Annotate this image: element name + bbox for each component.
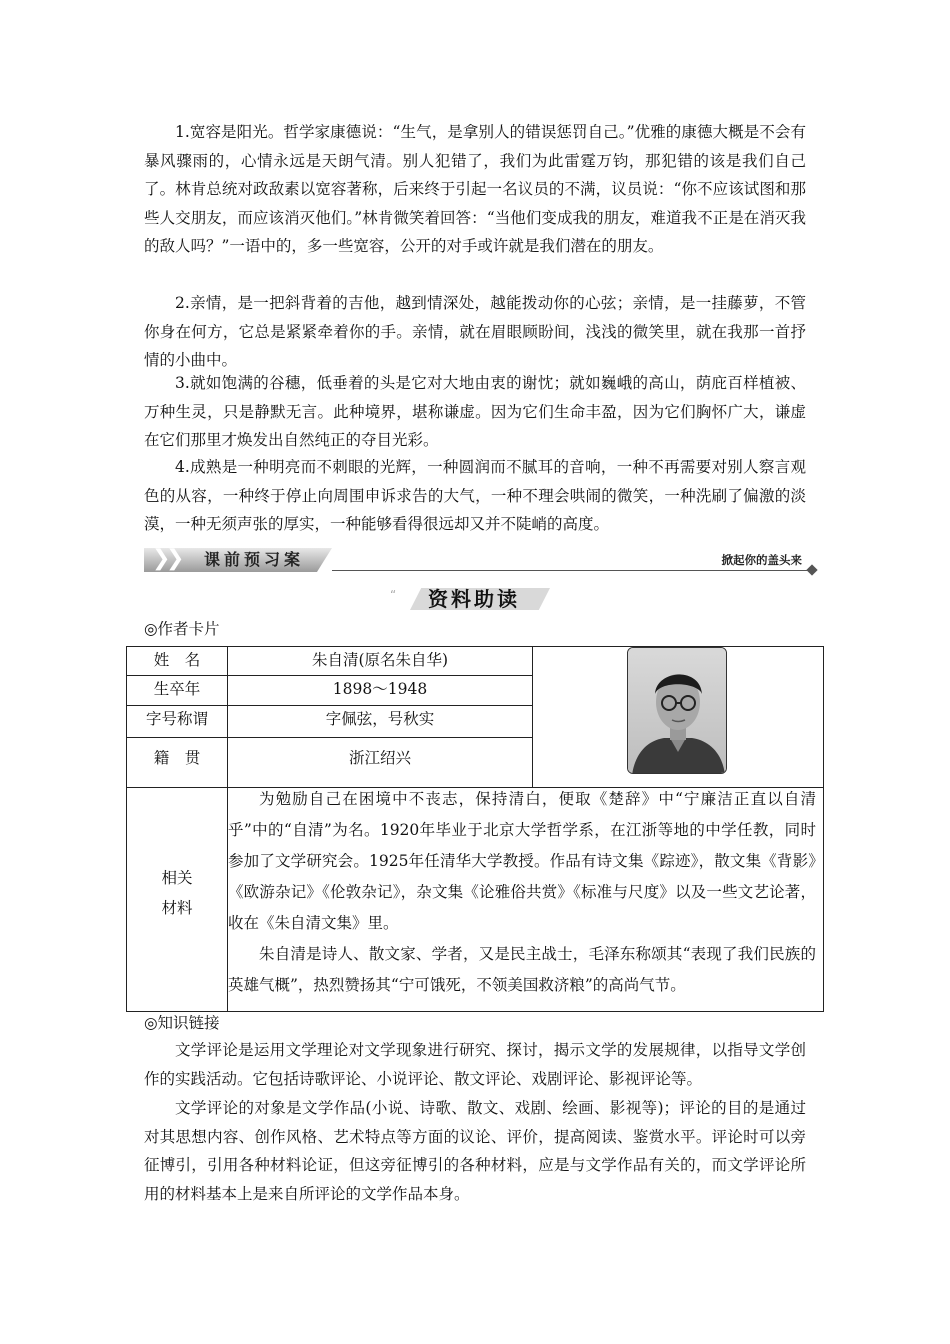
paragraph-maturity: 4.成熟是一种明亮而不刺眼的光辉，一种圆润而不腻耳的音响，一种不再需要对别人察言观色的从容，一种终于停止向周围申诉求告的大气，一种不理会哄闹的微笑，一种洗刷了偏激的淡漠，一种无须声张的厚实，一种能够看得很远却又并不陡峭的高度。 <box>144 458 806 534</box>
diamond-icon <box>806 564 817 575</box>
row-key-courtesy-name: 字号称谓 <box>145 710 208 728</box>
paragraph-family-love: 2.亲情，是一把斜背着的吉他，越到情深处，越能拨动你的心弦；亲情，是一挂藤萝，不管你身在何方，它总是紧紧牵着你的手。亲情，就在眉眼顾盼间，浅浅的微笑里，就在我那一首抒情的小曲中。 <box>144 294 806 370</box>
knowledge-paragraph-1: 文学评论是运用文学理论对文学现象进行研究、探讨，揭示文学的发展规律，以指导文学创作的实践活动。它包括诗歌评论、小说评论、散文评论、戏剧评论、影视评论等。 <box>144 1041 806 1088</box>
subhead-title: 资料助读 <box>428 587 520 611</box>
material-paragraph-1: 为勉励自己在困境中不丧志，保持清白，便取《楚辞》中“宁廉洁正直以自清乎”中的“自清”为名。1920年毕业于北京大学哲学系，在江浙等地的中学任教，同时参加了文学研究会。1925年任清华大学教授。作品有诗文集《踪迹》，散文集《背影》《欧游杂记》《伦敦杂记》，杂文集《论雅俗共赏》《标准与尺度》以及一些文艺论著，收在《朱自清文集》里。 <box>228 790 816 932</box>
author-card-label: ◎作者卡片 <box>144 620 220 638</box>
row-key-name: 姓 名 <box>153 651 201 669</box>
knowledge-link-label: ◎知识链接 <box>144 1014 220 1032</box>
banner-slogan: 掀起你的盖头来 <box>721 553 802 567</box>
material-key-line-2: 材料 <box>161 899 193 917</box>
chevron-right-icon: ❯ <box>166 546 185 571</box>
paragraph-tolerance: 1.宽容是阳光。哲学家康德说：“生气，是拿别人的错误惩罚自己。”优雅的康德大概是不会有暴风骤雨的，心情永远是天朗气清。别人犯错了，我们为此雷霆万钧，那犯错的该是我们自己了。林肯总统对政敌素以宽容著称，后来终于引起一名议员的不满，议员说：“你不应该试图和那些人交朋友，而应该消灭他们。”林肯微笑着回答：“当他们变成我的朋友，难道我不正是在消灭我的敌人吗？”一语中的，多一些宽容，公开的对手或许就是我们潜在的朋友。 <box>144 123 806 256</box>
quote-mark-icon: “ <box>390 588 397 602</box>
chevron-right-icon: ❯ <box>152 546 171 571</box>
author-portrait <box>627 647 727 774</box>
section-banner <box>144 544 816 574</box>
material-text <box>228 784 816 1001</box>
paragraph-modesty: 3.就如饱满的谷穗，低垂着的头是它对大地由衷的谢忱；就如巍峨的高山，荫庇百样植被、万种生灵，只是静默无言。此种境界，堪称谦虚。因为它们生命丰盈，因为它们胸怀广大，谦虚在它们那里才焕发出自然纯正的夺目光彩。 <box>144 374 806 450</box>
knowledge-paragraph-2: 文学评论的对象是文学作品(小说、诗歌、散文、戏剧、绘画、影视等)；评论的目的是通过对其思想内容、创作风格、艺术特点等方面的议论、评价，提高阅读、鉴赏水平。评论时可以旁征博引，引用各种材料论证，但这旁征博引的各种材料，应是与文学作品有关的，而文学评论所用的材料基本上是来自所评论的文学作品本身。 <box>144 1099 806 1203</box>
row-value-hometown: 浙江绍兴 <box>348 749 411 767</box>
row-value-name: 朱自清(原名朱自华) <box>311 651 449 669</box>
row-value-lifespan: 1898～1948 <box>332 680 428 698</box>
row-key-hometown: 籍 贯 <box>153 749 201 767</box>
row-value-courtesy-name: 字佩弦，号秋实 <box>325 710 435 728</box>
material-key-line-1: 相关 <box>161 869 193 887</box>
row-key-lifespan: 生卒年 <box>153 680 201 698</box>
material-paragraph-2: 朱自清是诗人、散文家、学者，又是民主战士，毛泽东称颂其“表现了我们民族的英雄气概”，热烈赞扬其“宁可饿死，不领美国救济粮”的高尚气节。 <box>228 945 816 994</box>
subhead <box>390 580 560 614</box>
row-key-material <box>127 863 227 923</box>
banner-title: 课前预习案 <box>204 550 305 569</box>
banner-rule <box>332 570 808 571</box>
table-divider <box>532 647 533 787</box>
